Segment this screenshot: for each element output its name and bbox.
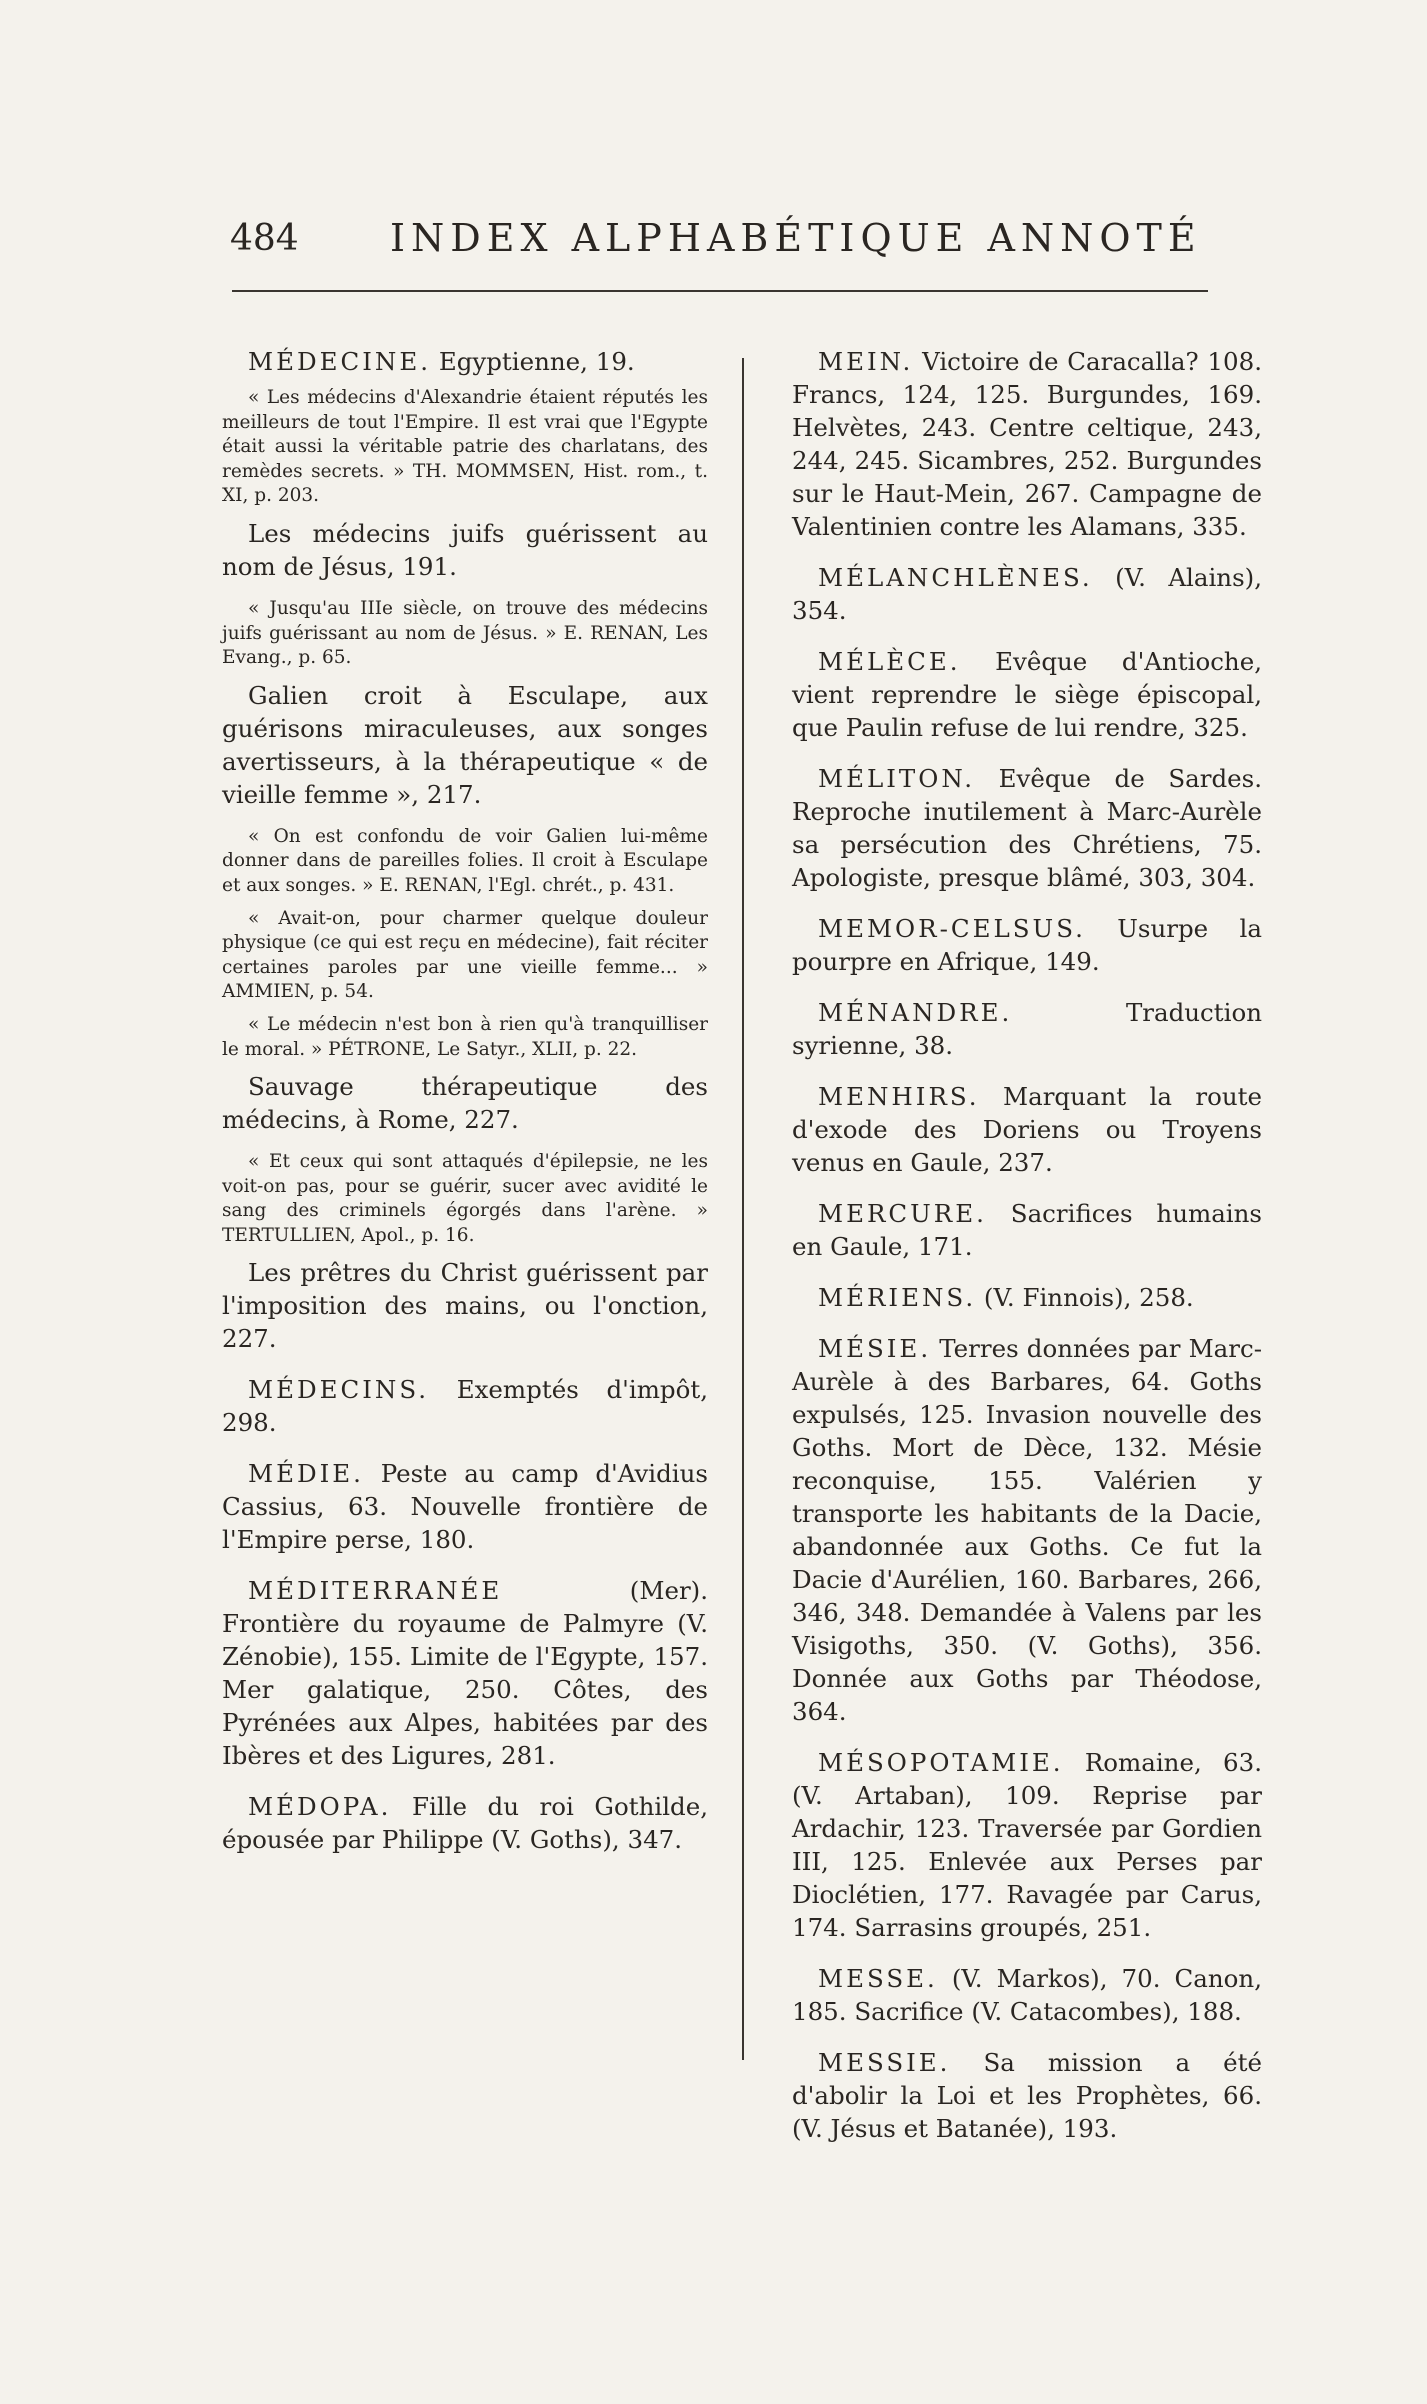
quote: « Avait-on, pour charmer quelque douleur physique (ce qui est reçu en médecine), fait réciter certaines paroles par une vieille femme... » AMMIEN, p. 54. bbox=[222, 907, 708, 1003]
entry-mercure bbox=[792, 1197, 1262, 1263]
entry-text: (V. Alains), 354. bbox=[792, 563, 1262, 625]
entry-term: MÉRIENS. bbox=[818, 1283, 977, 1312]
entry-term: MÉDECINE. bbox=[248, 347, 432, 376]
quote: « Jusqu'au IIIe siècle, on trouve des médecins juifs guérissant au nom de Jésus. » E. RENAN, Les Evang., p. 65. bbox=[222, 597, 708, 669]
entry-term: MESSE. bbox=[818, 1964, 938, 1993]
left-column bbox=[222, 345, 708, 1874]
quote: « Le médecin n'est bon à rien qu'à tranquilliser le moral. » PÉTRONE, Le Satyr., XLII, p. 22. bbox=[222, 1013, 708, 1060]
quote: « Et ceux qui sont attaqués d'épilepsie, ne les voit-on pas, pour se guérir, sucer avec avidité le sang des criminels égorgés dans l'arène. » TERTULLIEN, Apol., p. 16. bbox=[222, 1151, 708, 1246]
entry-term: MÉDIE. bbox=[248, 1459, 364, 1489]
entry-term: MÉDECINS. bbox=[248, 1375, 430, 1405]
right-column bbox=[792, 345, 1262, 2163]
entry-term: MÉSIE. bbox=[818, 1334, 932, 1363]
entry-text: (V. Finnois), 258. bbox=[983, 1283, 1194, 1312]
entry-memor-celsus bbox=[792, 912, 1262, 978]
entry-medopa bbox=[222, 1790, 708, 1856]
entry-term: MÉDITERRANÉE bbox=[248, 1576, 503, 1606]
entry-term: MEIN. bbox=[818, 347, 914, 376]
running-title: INDEX ALPHABÉTIQUE ANNOTÉ bbox=[390, 216, 1202, 260]
entry-text: (V. Markos), 70. Canon, 185. Sacrifice (V. Catacombes), 188. bbox=[792, 1964, 1262, 2026]
entry-mediterranee bbox=[222, 1574, 708, 1772]
entry-term: MÉLÈCE. bbox=[818, 647, 961, 676]
entry-continuation: Sauvage thérapeutique des médecins, à Rome, 227. bbox=[222, 1072, 708, 1135]
entry-meriens bbox=[792, 1281, 1262, 1314]
entry-melece bbox=[792, 645, 1262, 744]
entry-text: Romaine, 63. (V. Artaban), 109. Reprise par Ardachir, 123. Traversée par Gordien III, 125. Enlevée aux Perses par Dioclétien, 177. Ravagée par Carus, 174. Sarrasins groupés, 251. bbox=[792, 1748, 1262, 1942]
entry-term: MÉSOPOTAMIE. bbox=[818, 1748, 1064, 1777]
entry-term: MERCURE. bbox=[818, 1199, 987, 1228]
entry-continuation: Les prêtres du Christ guérissent par l'imposition des mains, ou l'onction, 227. bbox=[222, 1258, 708, 1354]
entry-continuation: Les médecins juifs guérissent au nom de Jésus, 191. bbox=[222, 518, 708, 581]
entry-term: MÉDOPA. bbox=[248, 1792, 392, 1822]
entry-term: MENHIRS. bbox=[818, 1082, 980, 1111]
column-divider bbox=[742, 358, 744, 2060]
entry-text: Marquant la route d'exode des Doriens ou Troyens venus en Gaule, 237. bbox=[792, 1082, 1262, 1177]
entry-menandre bbox=[792, 996, 1262, 1062]
entry-term: MÉLANCHLÈNES. bbox=[818, 563, 1093, 592]
entry-text: Exemptés d'impôt, 298. bbox=[222, 1375, 708, 1438]
entry-text: Evêque de Sardes. Reproche inutilement à Marc-Aurèle sa persécution des Chrétiens, 75. Apologiste, presque blâmé, 303, 304. bbox=[792, 764, 1262, 892]
entry-mesopotamie bbox=[792, 1746, 1262, 1944]
entry-medecins bbox=[222, 1373, 708, 1439]
page-header bbox=[230, 218, 1210, 278]
entry-melanchlenes bbox=[792, 561, 1262, 627]
entry-text: Egyptienne, 19. bbox=[438, 347, 635, 376]
entry-mesie bbox=[792, 1332, 1262, 1728]
page-number: 484 bbox=[230, 218, 299, 259]
entry-text: Sa mission a été d'abolir la Loi et les Prophètes, 66. (V. Jésus et Batanée), 193. bbox=[792, 2048, 1262, 2143]
entry-term: MÉLITON. bbox=[818, 764, 976, 793]
entry-medie bbox=[222, 1457, 708, 1556]
entry-menhirs bbox=[792, 1080, 1262, 1179]
entry-messe bbox=[792, 1962, 1262, 2028]
entry-messie bbox=[792, 2046, 1262, 2145]
entry-mein bbox=[792, 345, 1262, 543]
entry-text: Evêque d'Antioche, vient reprendre le siège épiscopal, que Paulin refuse de lui rendre, 325. bbox=[792, 647, 1262, 742]
entry-text: Peste au camp d'Avidius Cassius, 63. Nouvelle frontière de l'Empire perse, 180. bbox=[222, 1459, 708, 1555]
entry-text: Sacrifices humains en Gaule, 171. bbox=[792, 1199, 1262, 1261]
entry-term: MÉNANDRE. bbox=[818, 998, 1013, 1027]
entry-medecine bbox=[222, 345, 708, 1355]
quote: « On est confondu de voir Galien lui-même donner dans de pareilles folies. Il croit à Esculape et aux songes. » E. RENAN, l'Egl. chrét., p. 431. bbox=[222, 825, 708, 896]
entry-text: Fille du roi Gothilde, épousée par Philippe (V. Goths), 347. bbox=[222, 1792, 708, 1855]
header-rule bbox=[232, 290, 1208, 292]
entry-text: Victoire de Caracalla? 108. Francs, 124, 125. Burgundes, 169. Helvètes, 243. Centre celtique, 243, 244, 245. Sicambres, 252. Burgundes sur le Haut-Mein, 267. Campagne de Valentinien contre les Alamans, 335. bbox=[792, 347, 1262, 541]
entry-meliton bbox=[792, 762, 1262, 894]
entry-continuation: Galien croit à Esculape, aux guérisons miraculeuses, aux songes avertisseurs, à la thérapeutique « de vieille femme », 217. bbox=[222, 680, 708, 809]
entry-term: MEMOR-CELSUS. bbox=[818, 914, 1086, 943]
entry-text: Terres données par Marc-Aurèle à des Barbares, 64. Goths expulsés, 125. Invasion nouvelle des Goths. Mort de Dèce, 132. Mésie reconquise, 155. Valérien y transporte les habitants de la Dacie, abandonnée aux Goths. Ce fut la Dacie d'Aurélien, 160. Barbares, 266, 346, 348. Demandée à Valens par les Visigoths, 350. (V. Goths), 356. Donnée aux Goths par Théodose, 364. bbox=[792, 1334, 1262, 1726]
entry-text: Usurpe la pourpre en Afrique, 149. bbox=[792, 914, 1262, 976]
entry-text: (Mer). Frontière du royaume de Palmyre (V. Zénobie), 155. Limite de l'Egypte, 157. Mer galatique, 250. Côtes, des Pyrénées aux Alpes, habitées par des Ibères et des Ligures, 281. bbox=[222, 1576, 708, 1771]
entry-term: MESSIE. bbox=[818, 2048, 951, 2077]
entry-text: Traduction syrienne, 38. bbox=[792, 998, 1262, 1060]
quote: « Les médecins d'Alexandrie étaient réputés les meilleurs de tout l'Empire. Il est vrai que l'Egypte était aussi la véritable patrie des charlatans, des remèdes secrets. » TH. MOMMSEN, Hist. rom., t. XI, p. 203. bbox=[222, 387, 708, 507]
